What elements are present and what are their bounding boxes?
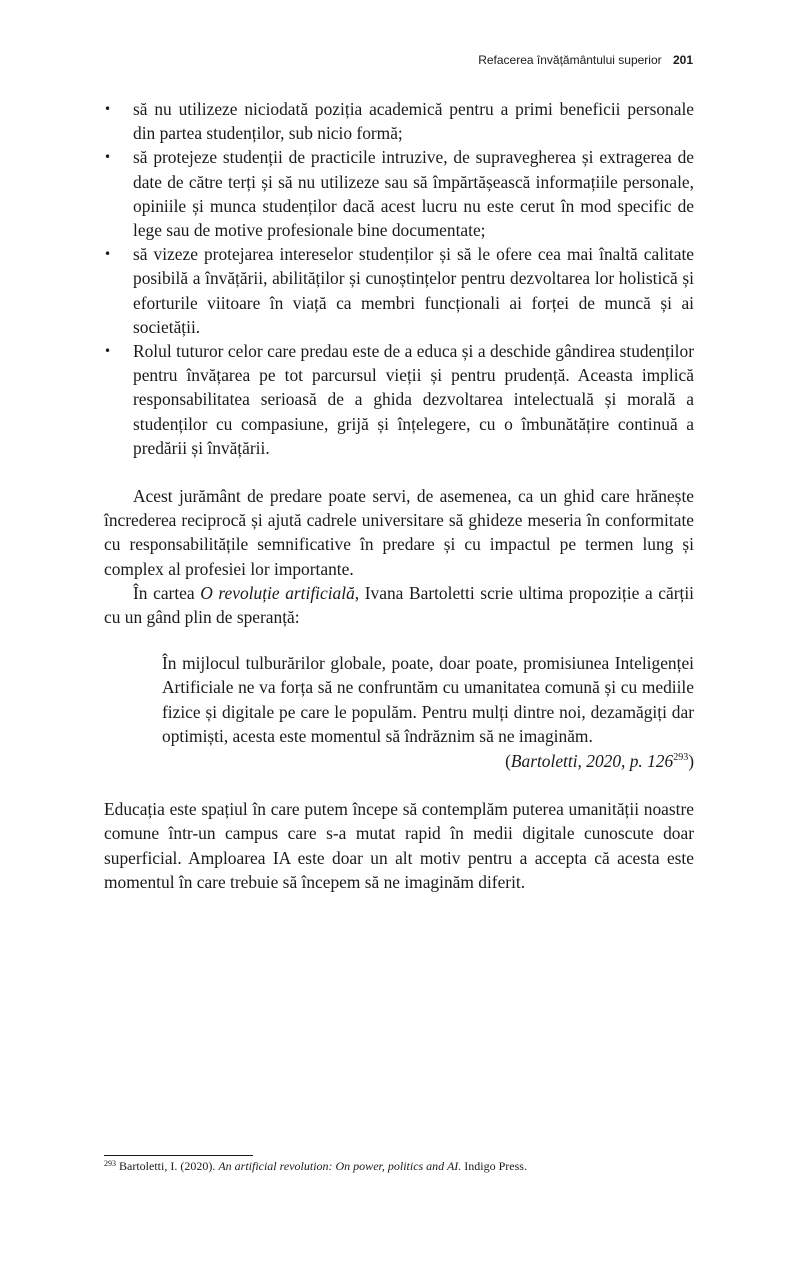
bullet-item: • să nu utilizeze niciodată poziția academică pentru a primi beneficii personale din partea studenților, sub nicio formă; [104,97,694,145]
body-paragraph: Educația este spațiul în care putem începe să contemplăm puterea umanității noastre comune într-un campus care s-a mutat rapid în medii digitale cunoscute doar superficial. Amploarea IA este doar un alt motiv pentru a accepta că acesta este momentul în care trebuie să începem să ne imaginăm diferit. [104,799,694,892]
footnote-reference[interactable]: 293 [673,752,689,764]
bullet-item: • Rolul tuturor celor care predau este de a educa și a deschide gândirea studenților pentru învățarea pe tot parcursul vieții și pentru prudență. Aceasta implică responsabilitatea serioasă de a ghida dezvoltarea intelectuală și morală a studenților cu compasiune, grijă și înțelegere, cu o îmbunătățire continuă a predării și învățării. [104,339,694,460]
citation-text: Bartoletti, 2020, p. 126 [510,751,674,772]
body-paragraph-intro-quote: În cartea O revoluție artificială, Ivana Bartoletti scrie ultima propoziție a cărții cu un gând plin de speranță: [104,582,695,628]
page-number: 201 [672,53,693,67]
quote-citation: (Bartoletti, 2020, p. $126^{293}$) [505,751,694,772]
bullet-list [104,97,694,460]
bullet-item: • să vizeze protejarea intereselor studenților și să le ofere cea mai înaltă calitate posibilă a învățării, abilităților și cunoștințelor pentru dezvoltarea lor holistică și eforturile viitoare în viață ca membri funcționali ai forței de muncă și ai societății. [104,242,694,339]
body-paragraph: Acest jurământ de predare poate servi, de asemenea, ca un ghid care hrănește încrederea reciprocă și ajută cadrele universitare să ghideze meseria în conformitate cu responsabilitățile semnificative în predare și cu impactul pe termen lung și complex al profesiei lor importante. [104,486,694,579]
running-header [478,53,693,67]
footnote-book-title: An artificial revolution: On power, politics and AI. [218,1159,462,1173]
book-title: O revoluție artificială [200,582,355,603]
block-quote [104,651,694,773]
running-title: Refacerea învățământului superior [478,53,662,67]
quote-text: În mijlocul tulburărilor globale, poate, doar poate, promisiunea Inteligenței Artificiale ne va forța să ne confruntăm cu umanitatea comună și cu mediile fizice și digitale pe care le populăm. Pentru mulți dintre noi, dezamăgiți dar optimiști, acesta este momentul să îndrăznim să ne imaginăm. [162,653,694,746]
spacer [104,460,694,484]
page-body [104,97,694,894]
footnote-number: 293 [104,1159,116,1168]
bullet-item: • să protejeze studenții de practicile intruzive, de supravegherea și extragerea de date de către terți și să nu utilizeze sau să împărtășească informațiile personale, opiniile și munca studenților dacă acest lucru nu este cerut în mod specific de lege sau de motive profesionale bine documentate; [104,145,694,242]
footnote: $^{293}$ Bartoletti, I. (2020). An artificial revolution: On power, politics and AI. Indigo Press. [104,1159,527,1173]
spacer [104,773,694,797]
footnote-divider [104,1155,253,1156]
spacer [104,629,694,651]
